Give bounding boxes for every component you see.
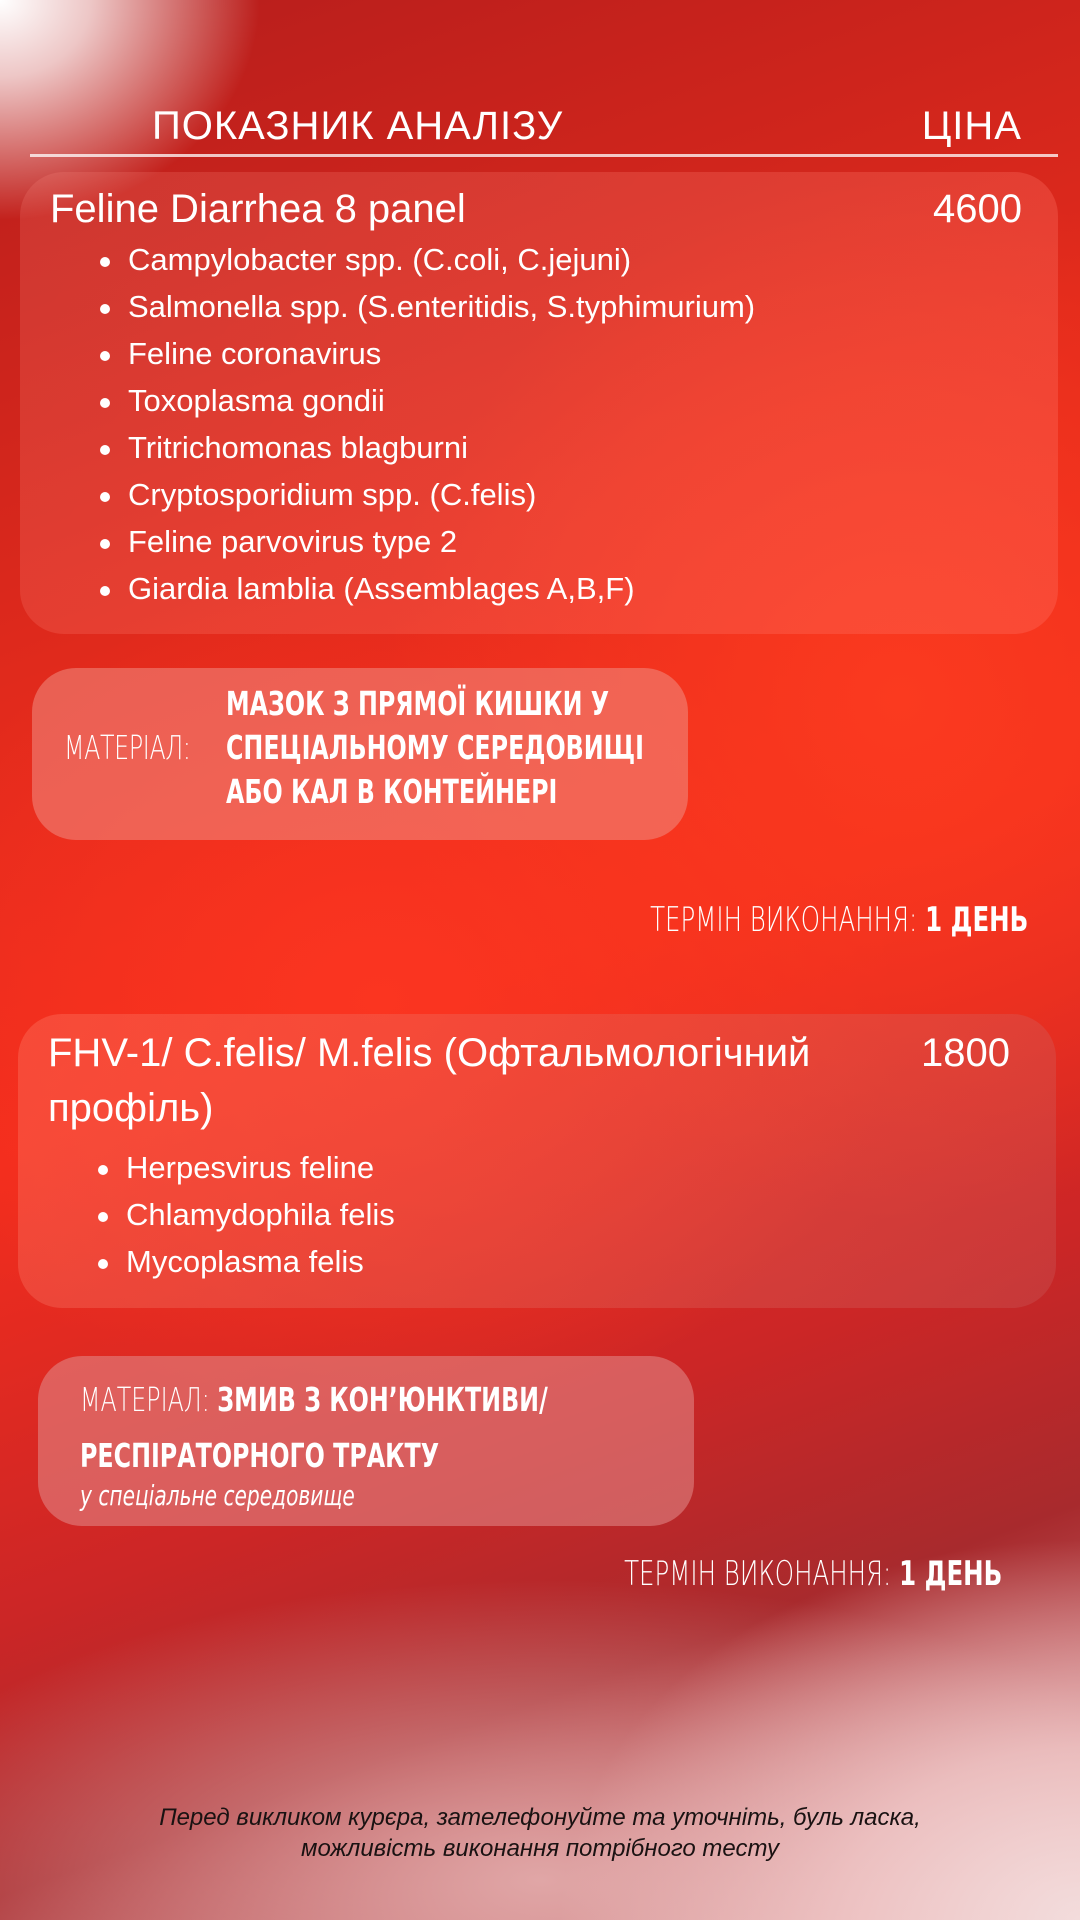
marker-item: Herpesvirus feline [74, 1144, 395, 1191]
marker-item: Mycoplasma felis [74, 1238, 395, 1285]
turnaround-value: 1 ДЕНЬ [898, 1554, 1002, 1594]
marker-item: Feline parvovirus type 2 [76, 518, 755, 565]
material-line: СПЕЦІАЛЬНОМУ СЕРЕДОВИЩІ [226, 728, 644, 767]
material-line: АБО КАЛ В КОНТЕЙНЕРІ [226, 772, 558, 811]
material-label: МАТЕРІАЛ: [64, 728, 191, 767]
marker-list [74, 1144, 395, 1285]
marker-item: Chlamydophila felis [74, 1191, 395, 1238]
turnaround-value: 1 ДЕНЬ [924, 900, 1028, 940]
material-label: МАТЕРІАЛ: [80, 1380, 210, 1419]
indicator-column-header: ПОКАЗНИК АНАЛІЗУ [152, 104, 564, 148]
footer-note [40, 1802, 1040, 1864]
material-value: ЗМИВ З КОН’ЮНКТИВИ/ [217, 1380, 548, 1419]
test-card-diarrhea-panel [20, 172, 1058, 634]
marker-item: Tritrichomonas blagburni [76, 424, 755, 471]
marker-item: Feline coronavirus [76, 330, 755, 377]
test-price: 1800 [921, 1031, 1010, 1075]
footer-line: Перед викликом курєра, зателефонуйте та уточніть, буль ласка, [159, 1804, 921, 1831]
marker-item: Cryptosporidium spp. (C.felis) [76, 471, 755, 518]
test-card-ophthalmic-profile [18, 1014, 1056, 1308]
material-line: МАЗОК З ПРЯМОЇ КИШКИ У [226, 684, 610, 723]
turnaround-label: ТЕРМІН ВИКОНАННЯ: [649, 900, 917, 940]
material-box [38, 1356, 694, 1526]
material-note: у спеціальне середовище [80, 1479, 355, 1512]
test-title: Feline Diarrhea 8 panel [50, 187, 466, 231]
test-title: FHV-1/ C.felis/ M.felis (Офтальмологічний профіль) [48, 1031, 811, 1130]
material-value [226, 682, 644, 814]
material-line: РЕСПІРАТОРНОГО ТРАКТУ [80, 1436, 440, 1475]
price-column-header: ЦІНА [921, 104, 1022, 148]
marker-list [76, 236, 755, 612]
turnaround-time [650, 900, 1028, 940]
turnaround-time [624, 1554, 1002, 1594]
test-price: 4600 [933, 187, 1022, 231]
material-box [32, 668, 688, 840]
table-header [30, 100, 1058, 157]
material-line [80, 1372, 548, 1428]
marker-item: Toxoplasma gondii [76, 377, 755, 424]
marker-item: Campylobacter spp. (C.coli, C.jejuni) [76, 236, 755, 283]
marker-item: Salmonella spp. (S.enteritidis, S.typhimurium) [76, 283, 755, 330]
footer-line: можливість виконання потрібного тесту [301, 1835, 779, 1862]
marker-item: Giardia lamblia (Assemblages A,B,F) [76, 565, 755, 612]
turnaround-label: ТЕРМІН ВИКОНАННЯ: [623, 1554, 891, 1594]
